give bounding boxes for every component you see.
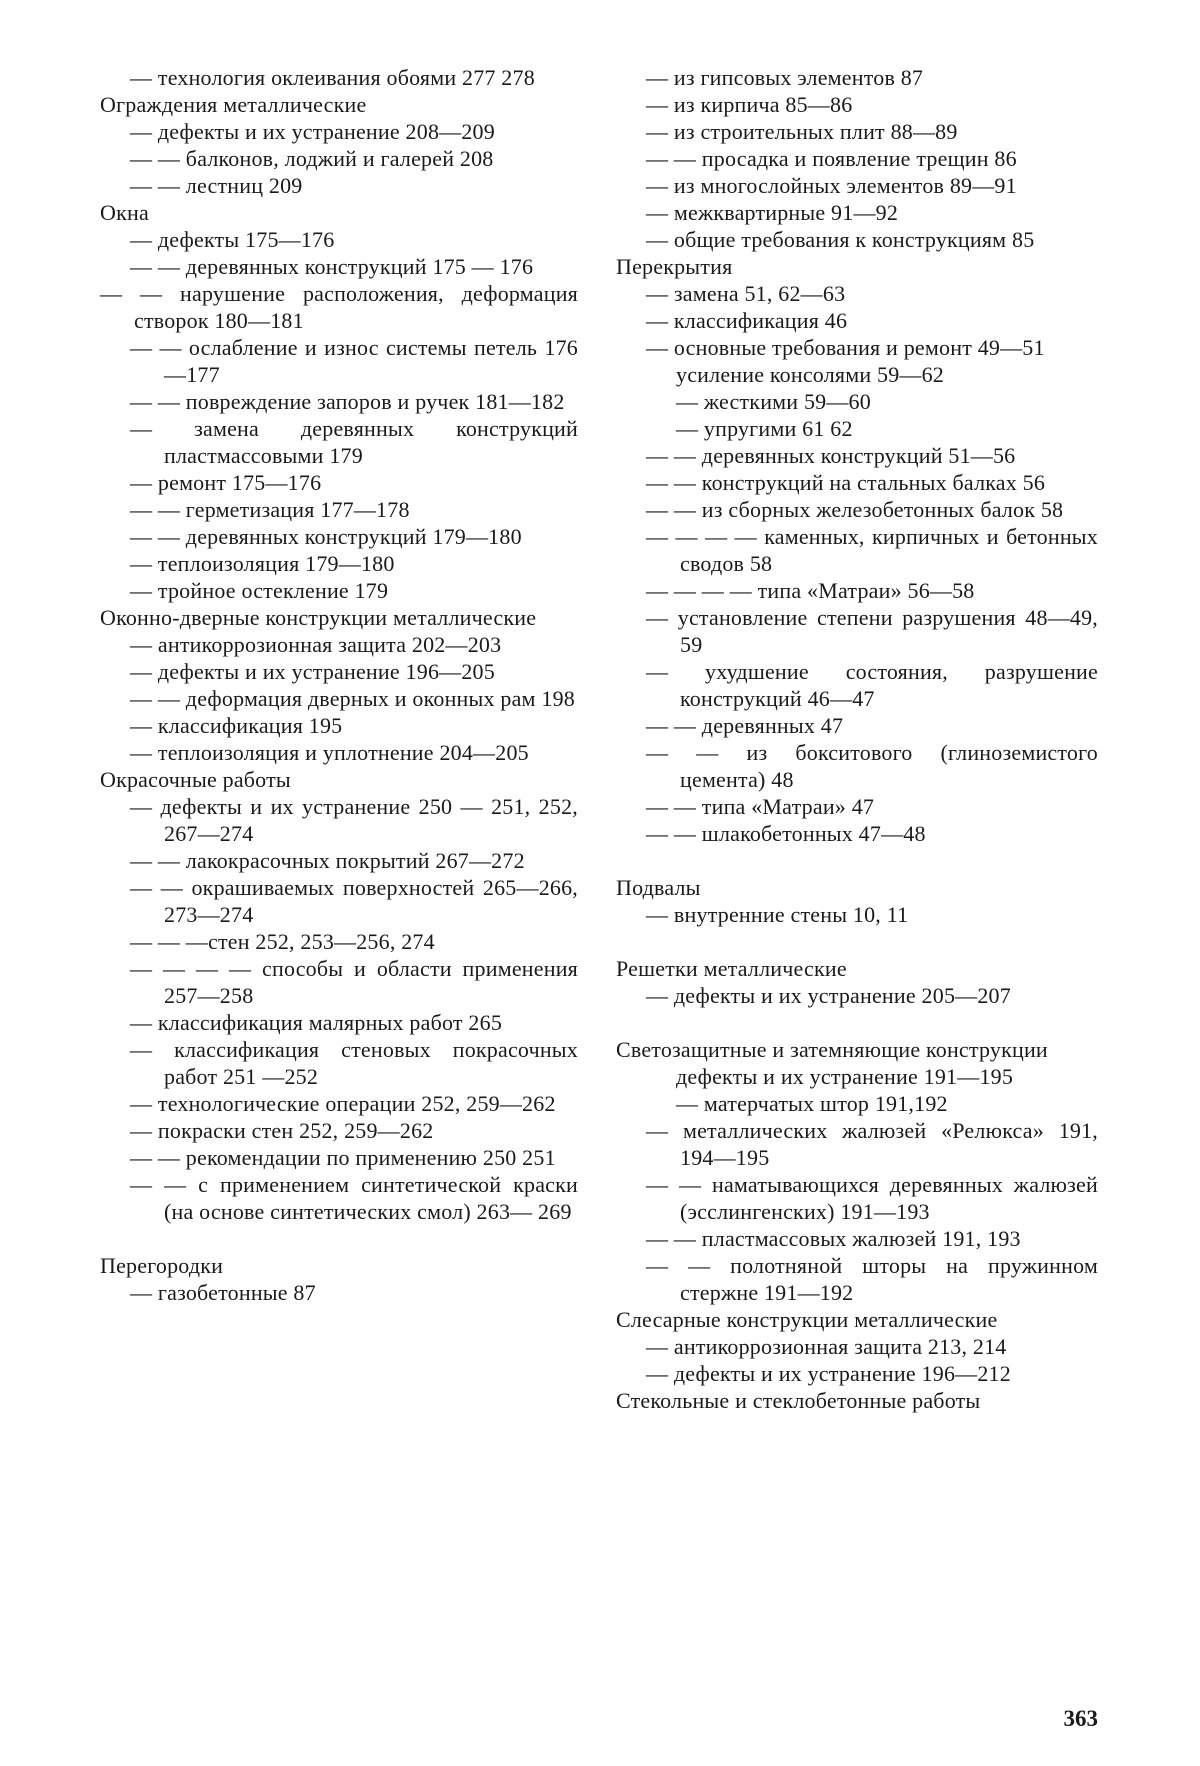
- index-subentry: — технологические операции 252, 259—262: [130, 1091, 556, 1116]
- index-heading: Перегородки: [100, 1253, 224, 1278]
- index-subentry: — из кирпича 85—86: [646, 92, 853, 117]
- index-heading: Окрасочные работы: [100, 767, 291, 792]
- index-subentry: — — конструкций на стальных балках 56: [646, 470, 1046, 495]
- index-subentry: — — — — каменных, кирпичных и бетонных сводов 58: [646, 524, 1098, 576]
- index-subentry: — дефекты 175—176: [130, 227, 335, 252]
- index-subentry: — из гипсовых элементов 87: [646, 65, 924, 90]
- index-subentry: — — лестниц 209: [130, 173, 303, 198]
- index-subentry: — установление степени разрушения 48—49, 59: [646, 605, 1098, 657]
- index-subentry: — — из бокситового (глиноземистого цемента) 48: [646, 740, 1098, 792]
- index-subentry: — — — — способы и области применения 257—258: [130, 956, 578, 1008]
- index-subentry: усиление консолями 59—62: [676, 362, 945, 387]
- index-subentry: — — пластмассовых жалюзей 191, 193: [646, 1226, 1021, 1251]
- index-subentry: — антикоррозионная защита 202—203: [130, 632, 502, 657]
- index-subentry: — классификация 195: [130, 713, 343, 738]
- index-subentry: — — —стен 252, 253—256, 274: [130, 929, 435, 954]
- index-subentry: — — наматывающихся деревянных жалюзей (эсслингенских) 191—193: [646, 1172, 1098, 1224]
- index-subentry: — — деревянных конструкций 51—56: [646, 443, 1016, 468]
- index-subentry: — дефекты и их устранение 250 — 251, 252, 267—274: [130, 794, 578, 846]
- index-subentry: — — полотняной шторы на пружинном стержне 191—192: [646, 1253, 1098, 1305]
- index-subentry: — — рекомендации по применению 250 251: [130, 1145, 556, 1170]
- index-subentry: — покраски стен 252, 259—262: [130, 1118, 434, 1143]
- index-subentry: — — балконов, лоджий и галерей 208: [130, 146, 494, 171]
- page-number: 363: [1063, 1706, 1098, 1731]
- index-heading: — — нарушение расположения, деформация створок 180—181: [100, 281, 578, 333]
- index-subentry: — упругими 61 62: [676, 416, 853, 441]
- index-subentry: — классификация стеновых покрасочных работ 251 —252: [130, 1037, 578, 1089]
- index-subentry: — технология оклеивания обоями 277 278: [130, 65, 535, 90]
- index-subentry: — общие требования к конструкциям 85: [646, 227, 1035, 252]
- index-subentry: — — — — типа «Матраи» 56—58: [646, 578, 975, 603]
- index-subentry: — классификация малярных работ 265: [130, 1010, 503, 1035]
- index-subentry: — — деревянных 47: [646, 713, 844, 738]
- index-heading: Светозащитные и затемняющие конструкции: [616, 1037, 1048, 1062]
- index-subentry: — — из сборных железобетонных балок 58: [646, 497, 1064, 522]
- index-subentry: — теплоизоляция 179—180: [130, 551, 395, 576]
- index-heading: Подвалы: [616, 875, 701, 900]
- index-heading: Слесарные конструкции металлические: [616, 1307, 998, 1332]
- index-subentry: — основные требования и ремонт 49—51: [646, 335, 1045, 360]
- index-subentry: — дефекты и их устранение 208—209: [130, 119, 495, 144]
- index-subentry: — ухудшение состояния, разрушение конструкций 46—47: [646, 659, 1098, 711]
- index-subentry: — — с применением синтетической краски (на основе синтетических смол) 263— 269: [130, 1172, 578, 1224]
- index-subentry: — дефекты и их устранение 205—207: [646, 983, 1011, 1008]
- index-subentry: — — деформация дверных и оконных рам 198: [130, 686, 575, 711]
- index-subentry: — тройное остекление 179: [130, 578, 389, 603]
- index-heading: Окна: [100, 200, 149, 225]
- index-subentry: — классификация 46: [646, 308, 848, 333]
- index-subentry: — — деревянных конструкций 179—180: [130, 524, 522, 549]
- index-subentry: — — окрашиваемых поверхностей 265—266, 273—274: [130, 875, 578, 927]
- index-subentry: — газобетонные 87: [130, 1280, 316, 1305]
- index-subentry: — из многослойных элементов 89—91: [646, 173, 1017, 198]
- index-subentry: — внутренние стены 10, 11: [646, 902, 909, 927]
- index-heading: Стекольные и стеклобетонные работы: [616, 1388, 981, 1413]
- index-subentry: — жесткими 59—60: [676, 389, 871, 414]
- index-subentry: — из строительных плит 88—89: [646, 119, 958, 144]
- index-subentry: — — просадка и появление трещин 86: [646, 146, 1017, 171]
- index-subentry: — теплоизоляция и уплотнение 204—205: [130, 740, 529, 765]
- index-subentry: — межквартирные 91—92: [646, 200, 899, 225]
- index-subentry: — — типа «Матраи» 47: [646, 794, 875, 819]
- index-heading: Решетки металлические: [616, 956, 847, 981]
- index-subentry: — — герметизация 177—178: [130, 497, 410, 522]
- index-subentry: — дефекты и их устранение 196—212: [646, 1361, 1011, 1386]
- index-subentry: — — повреждение запоров и ручек 181—182: [130, 389, 565, 414]
- index-subentry: — ремонт 175—176: [130, 470, 322, 495]
- index-subentry: дефекты и их устранение 191—195: [676, 1064, 1014, 1089]
- index-subentry: — замена 51, 62—63: [646, 281, 846, 306]
- index-column-right: [616, 64, 1098, 1414]
- index-subentry: — матерчатых штор 191,192: [676, 1091, 948, 1116]
- index-heading: Ограждения металлические: [100, 92, 367, 117]
- index-heading: Перекрытия: [616, 254, 733, 279]
- index-subentry: — замена деревянных конструкций пластмассовыми 179: [130, 416, 578, 468]
- index-subentry: — — ослабление и износ системы петель 176—177: [130, 335, 578, 387]
- index-column-left: [100, 64, 578, 1306]
- index-subentry: — — шлакобетонных 47—48: [646, 821, 926, 846]
- index-heading: Оконно-дверные конструкции металлические: [100, 605, 537, 630]
- index-subentry: — дефекты и их устранение 196—205: [130, 659, 495, 684]
- index-subentry: — антикоррозионная защита 213, 214: [646, 1334, 1007, 1359]
- index-subentry: — — деревянных конструкций 175 — 176: [130, 254, 534, 279]
- index-subentry: — металлических жалюзей «Релюкса» 191, 194—195: [646, 1118, 1098, 1170]
- index-subentry: — — лакокрасочных покрытий 267—272: [130, 848, 525, 873]
